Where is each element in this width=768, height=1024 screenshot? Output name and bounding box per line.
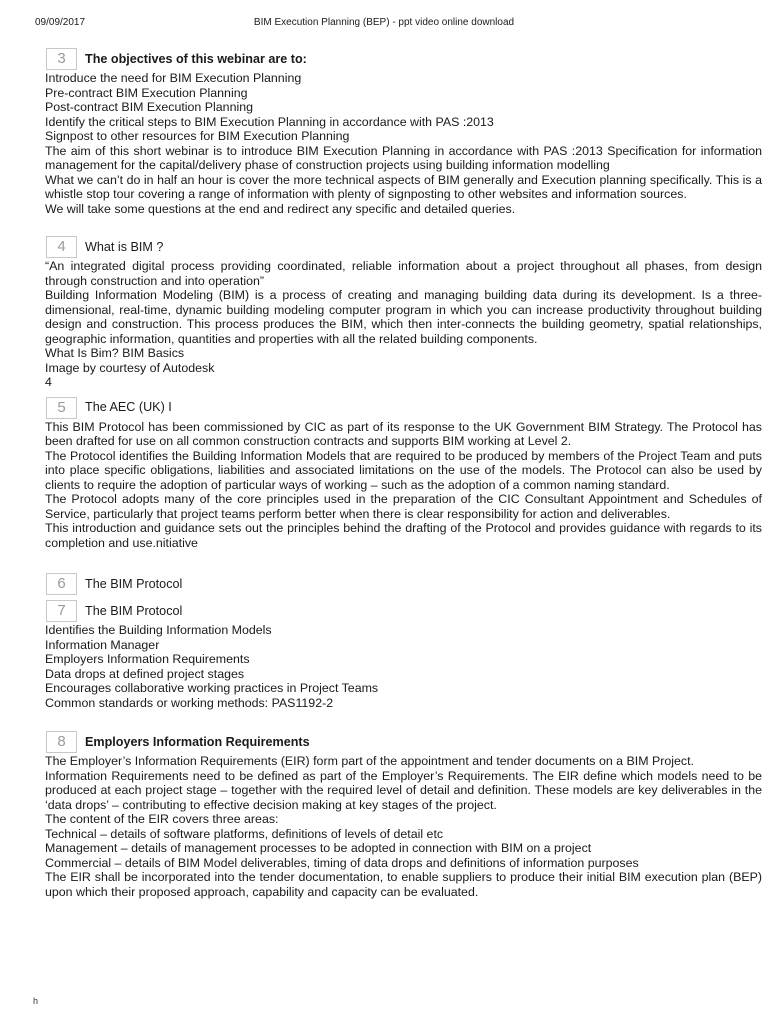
text-line: This BIM Protocol has been commissioned by CIC as part of its response to the UK Government BIM Strategy. The Protocol has been drafted for use on all common construction contracts and supports BIM working at Level 2.	[45, 419, 762, 448]
print-header	[0, 17, 768, 29]
text-line: The EIR shall be incorporated into the tender documentation, to enable suppliers to produce their initial BIM execution plan (BEP) upon which their proposed approach, capability and capacity can be evaluated.	[45, 870, 762, 899]
document-body	[45, 48, 762, 899]
slide-number-box: 8	[46, 731, 77, 753]
text-line: Signpost to other resources for BIM Execution Planning	[45, 129, 350, 143]
slide-number-box: 4	[46, 236, 77, 258]
text-line: What Is Bim? BIM Basics	[45, 346, 185, 360]
text-line: Encourages collaborative working practices in Project Teams	[45, 681, 379, 695]
text-line: Information Requirements need to be defined as part of the Employer’s Requirements. The EIR define which models need to be produced at each project stage – together with the required level of detail and definition. These models are key deliverables in the ‘data drops’ – contributing to effective decision making at key stages of the project.	[45, 768, 762, 812]
text-line: The Protocol adopts many of the core principles used in the preparation of the CIC Consultant Appointment and Schedules of Service, particularly that project teams perform better when there is clear responsibility for action and deliverables.	[45, 492, 762, 521]
slide-8	[45, 731, 762, 899]
slide-title: The BIM Protocol	[85, 603, 183, 618]
slide-header	[46, 573, 762, 595]
slide-number-box: 7	[46, 600, 77, 622]
text-line: This introduction and guidance sets out the principles behind the drafting of the Protocol and provides guidance with regards to its completion and use.nitiative	[45, 521, 762, 550]
text-line: 4	[45, 375, 52, 389]
text-line: We will take some questions at the end and redirect any specific and detailed queries.	[45, 201, 516, 216]
text-line: Data drops at defined project stages	[45, 666, 245, 681]
print-date: 09/09/2017	[35, 17, 86, 28]
slide-header	[46, 48, 762, 70]
slide-number-box: 6	[46, 573, 77, 595]
slide-6	[45, 573, 762, 595]
slide-3	[45, 48, 762, 216]
slide-4	[45, 236, 762, 390]
slide-title: Employers Information Requirements	[85, 734, 310, 749]
slide-title: The objectives of this webinar are to:	[85, 51, 307, 66]
slide-text	[45, 754, 762, 899]
slide-header	[46, 600, 762, 622]
text-line: Information Manager	[45, 637, 160, 652]
text-line: Building Information Modeling (BIM) is a process of creating and managing building data during its development. Is a three-dimensional, real-time, dynamic building modeling computer program in which you can increase productivity throughout building design and construction. This process produces the BIM, which then inter-connects the building geometry, spatial relationships, geographic information, quantities and properties with all the related building components.	[45, 288, 762, 346]
text-line: Technical – details of software platforms, definitions of levels of detail etc	[45, 826, 444, 841]
text-line: Identify the critical steps to BIM Execution Planning in accordance with PAS :2013	[45, 114, 494, 129]
slide-text	[45, 623, 762, 710]
slide-title: What is BIM ?	[85, 239, 164, 254]
text-line: The aim of this short webinar is to introduce BIM Execution Planning in accordance with PAS :2013 Specification for information management for the capital/delivery phase of construction projects using building information modelling	[45, 143, 762, 172]
slide-text	[45, 71, 762, 216]
slide-number-box: 3	[46, 48, 77, 70]
slide-text	[45, 259, 762, 390]
slide-header	[46, 236, 762, 258]
slide-title: The AEC (UK) I	[85, 400, 172, 415]
page-corner-mark: h	[33, 996, 39, 1006]
slide-header	[46, 397, 762, 419]
text-line: Common standards or working methods: PAS1192-2	[45, 695, 334, 710]
text-line: Image by courtesy of Autodesk	[45, 360, 215, 375]
slide-5	[45, 397, 762, 551]
text-line: Commercial – details of BIM Model deliverables, timing of data drops and definitions of information purposes	[45, 855, 639, 870]
text-line: The Employer’s Information Requirements (EIR) form part of the appointment and tender documents on a BIM Project.	[45, 754, 694, 768]
text-line: Post-contract BIM Execution Planning	[45, 100, 253, 114]
text-line: Pre-contract BIM Execution Planning	[45, 85, 248, 100]
slide-number-box: 5	[46, 397, 77, 419]
text-line: Identifies the Building Information Models	[45, 623, 272, 637]
text-line: Introduce the need for BIM Execution Planning	[45, 71, 302, 85]
slide-title: The BIM Protocol	[85, 576, 183, 591]
text-line: “An integrated digital process providing coordinated, reliable information about a project throughout all phases, from design through construction and into operation”	[45, 259, 762, 288]
text-line: Management – details of management processes to be adopted in connection with BIM on a project	[45, 841, 592, 855]
text-line: The Protocol identifies the Building Information Models that are required to be produced by members of the Project Team and puts into place specific obligations, liabilities and associated limitations on the use of the models. The Protocol can also be used by clients to require the adoption of particular ways of working – such as the adoption of a common naming standard.	[45, 448, 762, 492]
text-line: What we can’t do in half an hour is cover the more technical aspects of BIM generally and Execution planning specifically. This is a whistle stop tour covering a range of information with plenty of signposting to other websites and information sources.	[45, 172, 762, 201]
text-line: Employers Information Requirements	[45, 652, 250, 666]
print-title: BIM Execution Planning (BEP) - ppt video online download	[253, 17, 515, 28]
slide-text	[45, 420, 762, 551]
slide-7	[45, 600, 762, 710]
slide-header	[46, 731, 762, 753]
text-line: The content of the EIR covers three areas:	[45, 812, 279, 826]
